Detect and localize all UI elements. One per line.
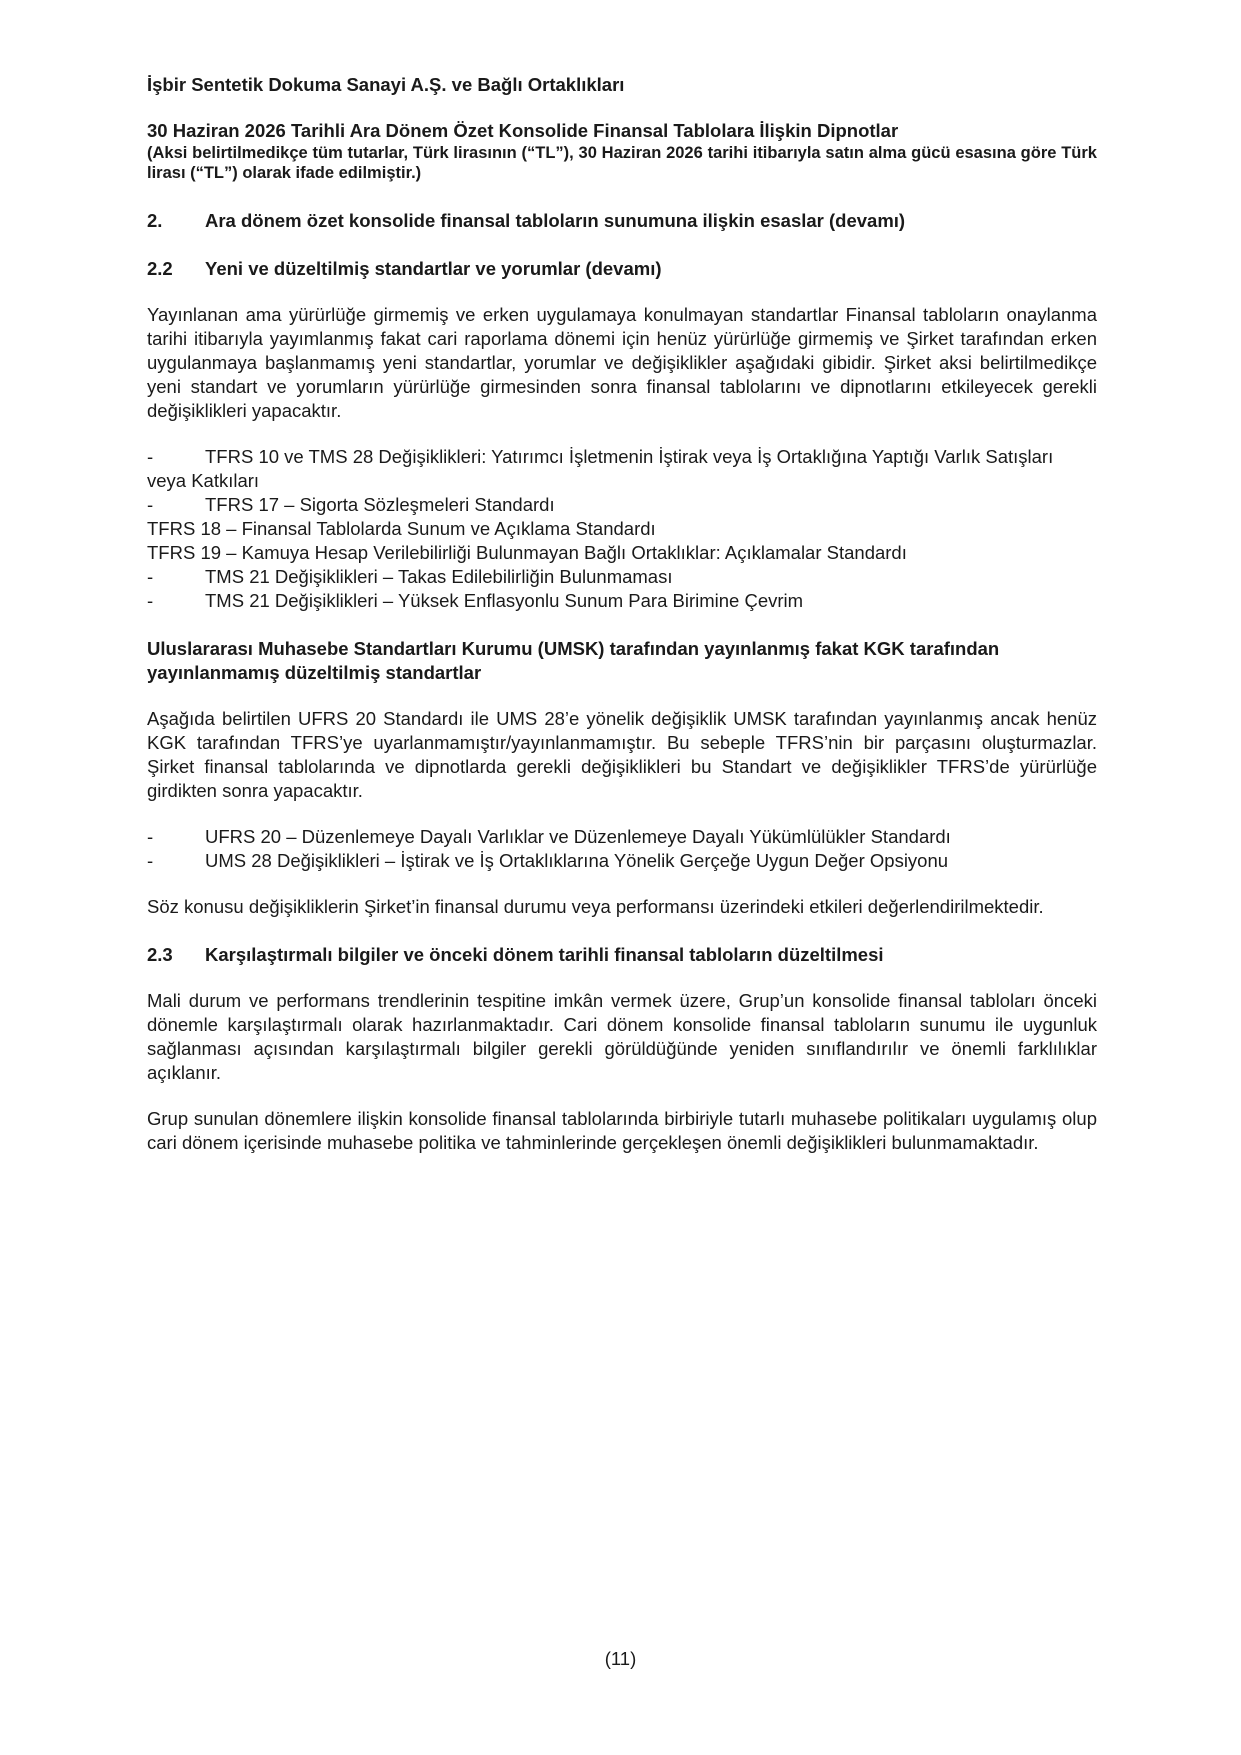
list-dash: - bbox=[147, 494, 154, 515]
list-item bbox=[147, 849, 1097, 873]
list-item bbox=[147, 589, 1097, 613]
section-2-3-number: 2.3 bbox=[147, 944, 173, 965]
umsk-heading: Uluslararası Muhasebe Standartları Kurumu (UMSK) tarafından yayınlanmış fakat KGK tarafından yayınlanmamış düzeltilmiş standartlar bbox=[147, 638, 1000, 683]
document-note: (Aksi belirtilmedikçe tüm tutarlar, Türk lirasının (“TL”), 30 Haziran 2026 tarihi itibarıyla satın alma gücü esasına göre Türk lirası (“TL”) olarak ifade edilmiştir.) bbox=[147, 144, 1097, 182]
comparative-paragraph-1: Mali durum ve performans trendlerinin tespitine imkân vermek üzere, Grup’un konsolide finansal tabloları önceki dönemle karşılaştırmalı olarak hazırlanmaktadır. Cari dönem konsolide finansal tabloların sunumu ile uygunluk sağlanması açısından karşılaştırmalı bilgiler gerekli görüldüğünde yeniden sınıflandırılır ve önemli farklılıklar açıklanır. bbox=[147, 990, 1097, 1083]
list-item: TFRS 18 – Finansal Tablolarda Sunum ve Açıklama Standardı bbox=[147, 518, 656, 539]
company-name: İşbir Sentetik Dokuma Sanayi A.Ş. ve Bağlı Ortaklıkları bbox=[147, 74, 625, 95]
section-2-heading bbox=[147, 209, 1097, 233]
page-number: (11) bbox=[604, 1648, 637, 1669]
umsk-list bbox=[147, 825, 1097, 873]
document-title: 30 Haziran 2026 Tarihli Ara Dönem Özet Konsolide Finansal Tablolara İlişkin Dipnotlar bbox=[147, 120, 899, 141]
standards-paragraph: Yayınlanan ama yürürlüğe girmemiş ve erken uygulamaya konulmayan standartlar Finansal tabloların onaylanma tarihi itibarıyla yayımlanmış fakat cari raporlama dönemi için henüz yürürlüğe girmemiş ve Şirket tarafından erken uygulanmaya başlanmamış yeni standartlar, yorumlar ve değişiklikler aşağıdaki gibidir. Şirket aksi belirtilmedikçe yeni standart ve yorumların yürürlüğe girmesinden sonra finansal tablolarını ve dipnotlarını etkileyecek gerekli değişiklikleri yapacaktır. bbox=[147, 304, 1097, 421]
section-2-title: Ara dönem özet konsolide finansal tabloların sunumuna ilişkin esaslar (devamı) bbox=[205, 210, 906, 231]
section-2-2-title: Yeni ve düzeltilmiş standartlar ve yorumlar (devamı) bbox=[205, 258, 662, 279]
list-item bbox=[147, 493, 1097, 517]
section-2-3-title: Karşılaştırmalı bilgiler ve önceki dönem tarihli finansal tabloların düzeltilmesi bbox=[205, 944, 884, 965]
list-item-text: TMS 21 Değişiklikleri – Yüksek Enflasyonlu Sunum Para Birimine Çevrim bbox=[205, 590, 804, 611]
list-dash: - bbox=[147, 826, 154, 847]
list-dash: - bbox=[147, 590, 154, 611]
section-2-2-heading bbox=[147, 257, 1097, 281]
umsk-paragraph: Aşağıda belirtilen UFRS 20 Standardı ile UMS 28’e yönelik değişiklik UMSK tarafından yayınlanmış ancak henüz KGK tarafından TFRS’ye uyarlanmamıştır/yayınlanmamıştır. Bu sebeple TFRS’nin bir parçasını oluşturmazlar. Şirket finansal tablolarında ve dipnotlarda gerekli değişiklikleri bu Standart ve değişiklikler TFRS’de yürürlüğe girdikten sonra yapacaktır. bbox=[147, 708, 1097, 801]
standards-list bbox=[147, 445, 1097, 613]
comparative-paragraph-2: Grup sunulan dönemlere ilişkin konsolide finansal tablolarında birbiriyle tutarlı muhasebe politikaları uygulamış olup cari dönem içerisinde muhasebe politika ve tahminlerinde gerçekleşen önemli değişiklikleri bulunmamaktadır. bbox=[147, 1108, 1097, 1153]
list-item-text: TMS 21 Değişiklikleri – Takas Edilebilirliğin Bulunmaması bbox=[205, 566, 673, 587]
section-2-2-number: 2.2 bbox=[147, 258, 173, 279]
list-dash: - bbox=[147, 446, 154, 467]
closing-paragraph: Söz konusu değişikliklerin Şirket’in finansal durumu veya performansı üzerindeki etkileri değerlendirilmektedir. bbox=[147, 896, 1044, 917]
list-dash: - bbox=[147, 850, 154, 871]
list-item bbox=[147, 565, 1097, 589]
list-item-text: TFRS 10 ve TMS 28 Değişiklikleri: Yatırımcı İşletmenin İştirak veya İş Ortaklığına Yaptığı Varlık Satışları veya Katkıları bbox=[147, 446, 1054, 491]
page-content bbox=[147, 73, 1097, 1155]
section-2-3-heading bbox=[147, 943, 1097, 967]
list-item bbox=[147, 445, 1097, 493]
list-item-text: UMS 28 Değişiklikleri – İştirak ve İş Ortaklıklarına Yönelik Gerçeğe Uygun Değer Opsiyonu bbox=[205, 850, 949, 871]
list-item-text: UFRS 20 – Düzenlemeye Dayalı Varlıklar ve Düzenlemeye Dayalı Yükümlülükler Standardı bbox=[205, 826, 951, 847]
list-item bbox=[147, 825, 1097, 849]
list-item-text: TFRS 17 – Sigorta Sözleşmeleri Standardı bbox=[205, 494, 555, 515]
section-2-number: 2. bbox=[147, 210, 163, 231]
list-dash: - bbox=[147, 566, 154, 587]
list-item: TFRS 19 – Kamuya Hesap Verilebilirliği Bulunmayan Bağlı Ortaklıklar: Açıklamalar Standardı bbox=[147, 542, 907, 563]
